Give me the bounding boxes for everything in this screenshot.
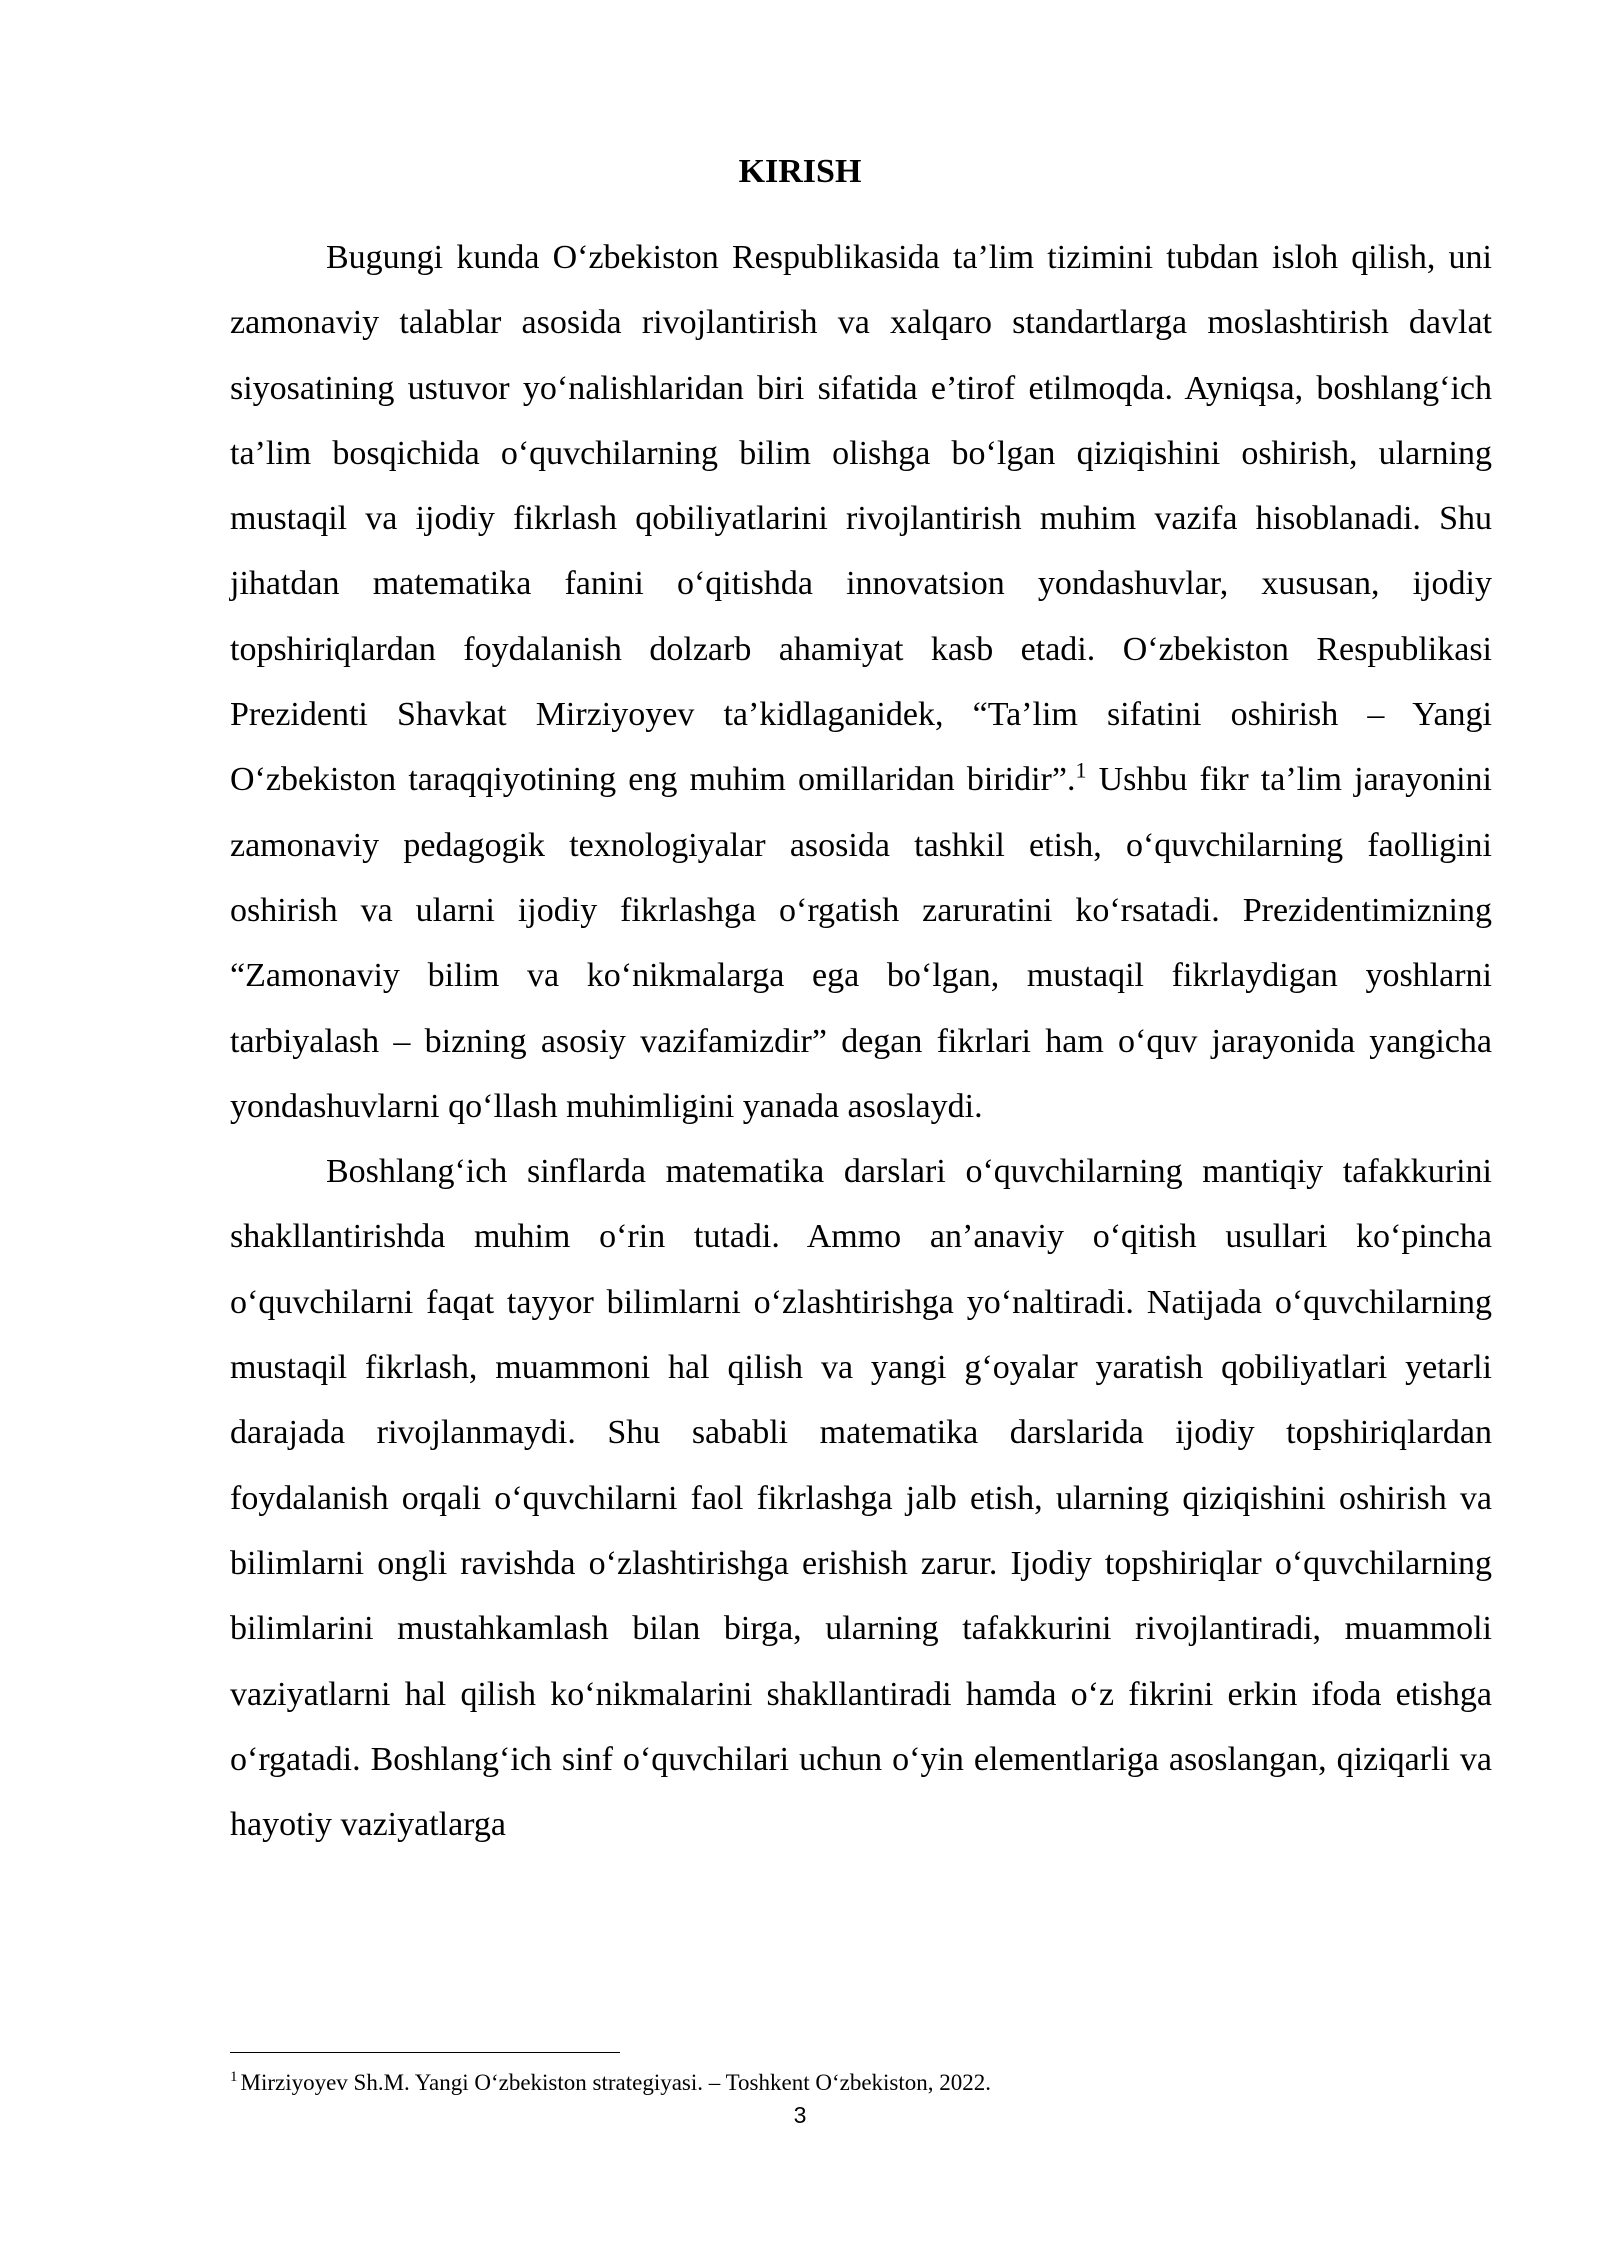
paragraph-2: Boshlang‘ich sinflarda matematika darslari o‘quvchilarning mantiqiy tafakkurini shakllantirishda muhim o‘rin tutadi. Ammo an’anaviy o‘qitish usullari ko‘pincha o‘quvchilarni faqat tayyor bilimlarni o‘zlashtirishga yo‘naltiradi. Natijada o‘quvchilarning mustaqil fikrlash, muammoni hal qilish va yangi g‘oyalar yaratish qobiliyatlari yetarli darajada rivojlanmaydi. Shu sababli matematika darslarida ijodiy topshiriqlardan foydalanish orqali o‘quvchilarni faol fikrlashga jalb etish, ularning qiziqishini oshirish va bilimlarni ongli ravishda o‘zlashtirishga erishish zarur. Ijodiy topshiriqlar o‘quvchilarning bilimlarini mustahkamlash bilan birga, ularning tafakkurini rivojlantiradi, muammoli vaziyatlarni hal qilish ko‘nikmalarini shakllantiradi hamda o‘z fikrini erkin ifoda etishga o‘rgatadi. Boshlang‘ich sinf o‘quvchilari uchun o‘yin elementlariga asoslangan, qiziqarli va hayotiy vaziyatlarga xyxy=(230,1153,1492,1844)
section-title: KIRISH xyxy=(738,153,862,190)
paragraph-1 xyxy=(230,225,1492,1139)
footnote xyxy=(230,2068,1492,2098)
footnote-separator xyxy=(230,2052,620,2053)
footnote-number: 1 xyxy=(230,2069,238,2086)
body-text xyxy=(230,225,1492,1857)
page-number: 3 xyxy=(793,2102,807,2128)
footnote-text: Mirziyoyev Sh.M. Yangi O‘zbekiston strategiyasi. – Toshkent O‘zbekiston, 2022. xyxy=(240,2070,992,2095)
paragraph-1-text-after-note: Ushbu fikr ta’lim jarayonini zamonaviy pedagogik texnologiyalar asosida tashkil etish, o‘quvchilarning faolligini oshirish va ularni ijodiy fikrlashga o‘rgatish zaruratini ko‘rsatadi. Prezidentimizning “Zamonaviy bilim va ko‘nikmalarga ega bo‘lgan, mustaqil fikrlaydigan yoshlarni tarbiyalash – bizning asosiy vazifamizdir” degan fikrlari ham o‘quv jarayonida yangicha yondashuvlarni qo‘llash muhimligini yanada asoslaydi. xyxy=(230,761,1493,1125)
paragraph-1-text-before-note: Bugungi kunda O‘zbekiston Respublikasida ta’lim tizimini tubdan isloh qilish, uni zamonaviy talablar asosida rivojlantirish va xalqaro standartlarga moslashtirish davlat siyosatining ustuvor yo‘nalishlaridan biri sifatida e’tirof etilmoqda. Ayniqsa, boshlang‘ich ta’lim bosqichida o‘quvchilarning bilim olishga bo‘lgan qiziqishini oshirish, ularning mustaqil va ijodiy fikrlash qobiliyatlarini rivojlantirish muhim vazifa hisoblanadi. Shu jihatdan matematika fanini o‘qitishda innovatsion yondashuvlar, xususan, ijodiy topshiriqlardan foydalanish dolzarb ahamiyat kasb etadi. O‘zbekiston Respublikasi Prezidenti Shavkat Mirziyoyev ta’kidlaganidek, “Ta’lim sifatini oshirish – Yangi O‘zbekiston taraqqiyotining eng muhim omillaridan biridir”. xyxy=(230,239,1492,799)
footnote-reference: 1 xyxy=(1075,758,1087,784)
